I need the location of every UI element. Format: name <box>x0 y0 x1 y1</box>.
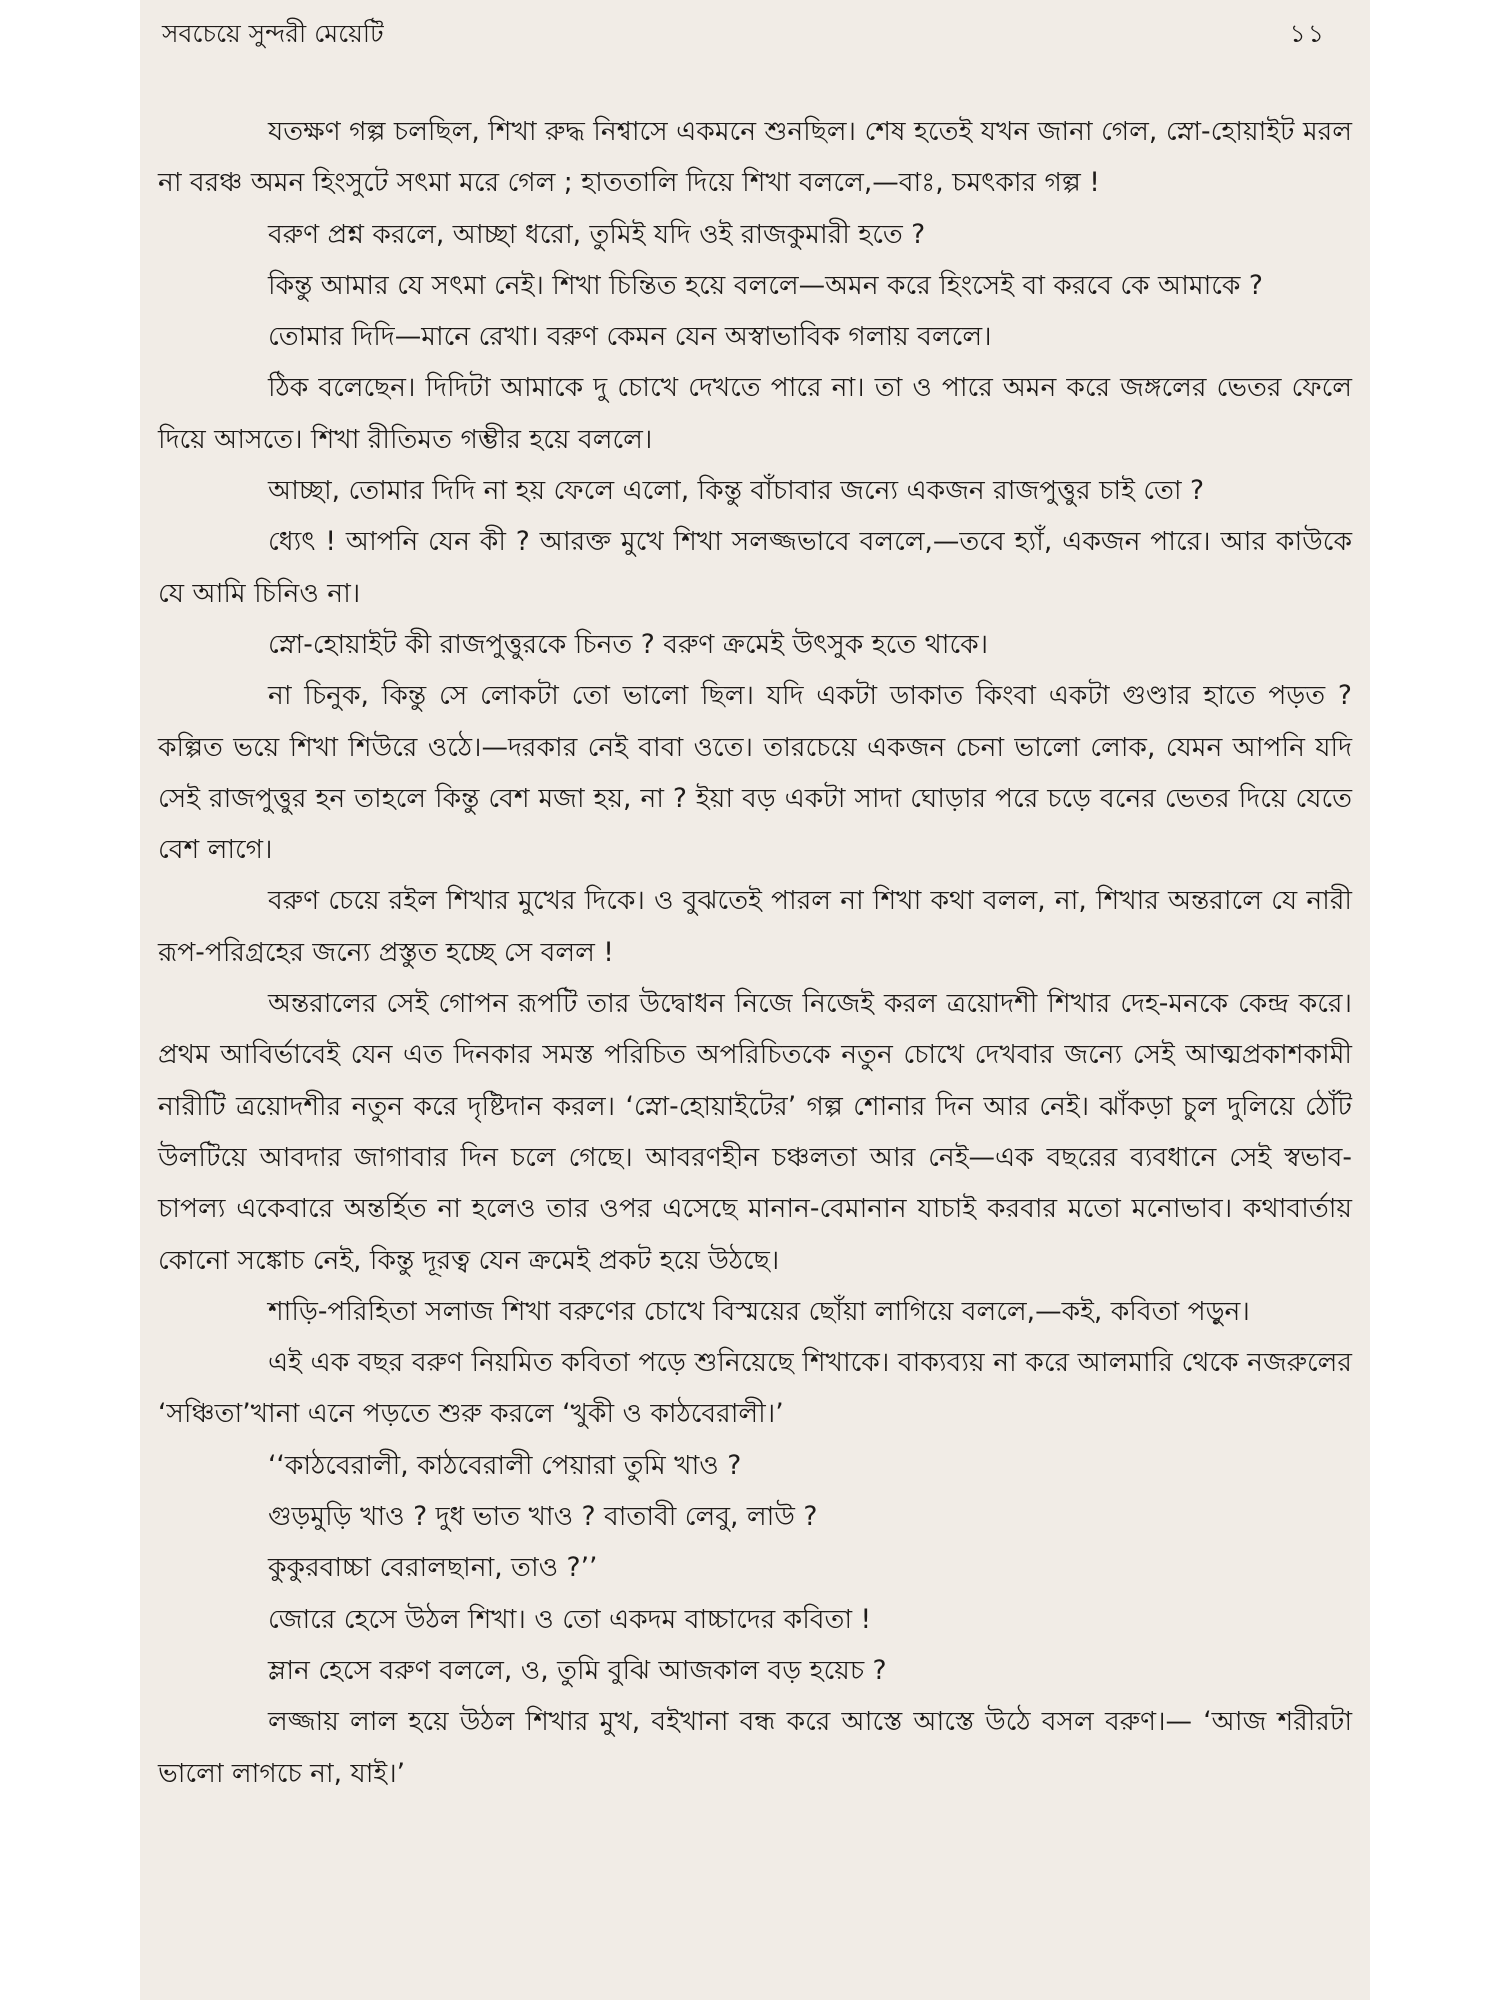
running-header <box>158 14 1352 68</box>
verse-line: কুকুরবাচ্চা বেরালছানা, তাও ?’’ <box>268 1552 598 1584</box>
book-page <box>140 0 1370 2000</box>
paragraph: ম্লান হেসে বরুণ বললে, ও, তুমি বুঝি আজকাল বড় হয়েচ ? <box>268 1654 887 1686</box>
paragraph: অন্তরালের সেই গোপন রূপটি তার উদ্বোধন নিজে নিজেই করল ত্রয়োদশী শিখার দেহ-মনকে কেন্দ্র করে। প্রথম আবির্ভাবেই যেন এত দিনকার সমস্ত পরিচিত অপরিচিতকে নতুন চোখে দেখবার জন্যে সেই আত্মপ্রকাশকামী নারীটি ত্রয়োদশীর নতুন করে দৃষ্টিদান করল। ‘স্নো-হোয়াইটের’ গল্প শোনার দিন আর নেই। ঝাঁকড়া চুল দুলিয়ে ঠোঁট উলটিয়ে আবদার জাগাবার দিন চলে গেছে। আবরণহীন চঞ্চলতা আর নেই—এক বছরের ব্যবধানে সেই স্বভাব-চাপল্য একেবারে অন্তর্হিত না হলেও তার ওপর এসেছে মানান-বেমানান যাচাই করবার মতো মনোভাব। কথাবার্তায় কোনো সঙ্কোচ নেই, কিন্তু দূরত্ব যেন ক্রমেই প্রকট হয়ে উঠছে। <box>158 988 1352 1276</box>
paragraph: শাড়ি-পরিহিতা সলাজ শিখা বরুণের চোখে বিস্ময়ের ছোঁয়া লাগিয়ে বললে,—কই, কবিতা পড়ুন। <box>268 1295 1250 1327</box>
paragraph: ধ্যেৎ ! আপনি যেন কী ? আরক্ত মুখে শিখা সলজ্জভাবে বললে,—তবে হ্যাঁ, একজন পারে। আর কাউকে যে আমি চিনিও না। <box>158 526 1352 609</box>
verse-line: ‘‘কাঠবেরালী, কাঠবেরালী পেয়ারা তুমি খাও ? <box>268 1449 742 1481</box>
paragraph: বরুণ প্রশ্ন করলে, আচ্ছা ধরো, তুমিই যদি ওই রাজকুমারী হতে ? <box>268 218 926 250</box>
page-number: ১১ <box>1289 19 1326 48</box>
paragraph: আচ্ছা, তোমার দিদি না হয় ফেলে এলো, কিন্তু বাঁচাবার জন্যে একজন রাজপুত্তুর চাই তো ? <box>268 475 1205 507</box>
paragraph: এই এক বছর বরুণ নিয়মিত কবিতা পড়ে শুনিয়েছে শিখাকে। বাক্যব্যয় না করে আলমারি থেকে নজরুলের ‘সঞ্চিতা’খানা এনে পড়তে শুরু করলে ‘খুকী ও কাঠবেরালী।’ <box>158 1347 1352 1430</box>
paragraph: না চিনুক, কিন্তু সে লোকটা তো ভালো ছিল। যদি একটা ডাকাত কিংবা একটা গুণ্ডার হাতে পড়ত ? কল্পিত ভয়ে শিখা শিউরে ওঠে।—দরকার নেই বাবা ওতে। তারচেয়ে একজন চেনা ভালো লোক, যেমন আপনি যদি সেই রাজপুত্তুর হন তাহলে কিন্তু বেশ মজা হয়, না ? ইয়া বড় একটা সাদা ঘোড়ার পরে চড়ে বনের ভেতর দিয়ে যেতে বেশ লাগে। <box>158 680 1352 866</box>
paragraph: স্নো-হোয়াইট কী রাজপুত্তুরকে চিনত ? বরুণ ক্রমেই উৎসুক হতে থাকে। <box>268 628 989 660</box>
verse-line: গুড়মুড়ি খাও ? দুধ ভাত খাও ? বাতাবী লেবু, লাউ ? <box>268 1501 818 1533</box>
running-title: সবচেয়ে সুন্দরী মেয়েটি <box>162 19 384 48</box>
paragraph: জোরে হেসে উঠল শিখা। ও তো একদম বাচ্চাদের কবিতা ! <box>268 1603 872 1635</box>
paragraph: তোমার দিদি—মানে রেখা। বরুণ কেমন যেন অস্বাভাবিক গলায় বললে। <box>268 321 992 353</box>
paragraph: লজ্জায় লাল হয়ে উঠল শিখার মুখ, বইখানা বন্ধ করে আস্তে আস্তে উঠে বসল বরুণ।— ‘আজ শরীরটা ভালো লাগচে না, যাই।’ <box>158 1706 1352 1789</box>
paragraph: কিন্তু আমার যে সৎমা নেই। শিখা চিন্তিত হয়ে বললে—অমন করে হিংসেই বা করবে কে আমাকে ? <box>268 269 1263 301</box>
body-text <box>158 106 1352 1799</box>
paragraph: বরুণ চেয়ে রইল শিখার মুখের দিকে। ও বুঝতেই পারল না শিখা কথা বলল, না, শিখার অন্তরালে যে নারী রূপ-পরিগ্রহের জন্যে প্রস্তুত হচ্ছে সে বলল ! <box>158 885 1352 968</box>
paragraph: যতক্ষণ গল্প চলছিল, শিখা রুদ্ধ নিশ্বাসে একমনে শুনছিল। শেষ হতেই যখন জানা গেল, স্নো-হোয়াইট মরল না বরঞ্চ অমন হিংসুটে সৎমা মরে গেল ; হাততালি দিয়ে শিখা বললে,—বাঃ, চমৎকার গল্প ! <box>158 116 1352 199</box>
paragraph: ঠিক বলেছেন। দিদিটা আমাকে দু চোখে দেখতে পারে না। তা ও পারে অমন করে জঙ্গলের ভেতর ফেলে দিয়ে আসতে। শিখা রীতিমত গম্ভীর হয়ে বললে। <box>158 372 1352 455</box>
